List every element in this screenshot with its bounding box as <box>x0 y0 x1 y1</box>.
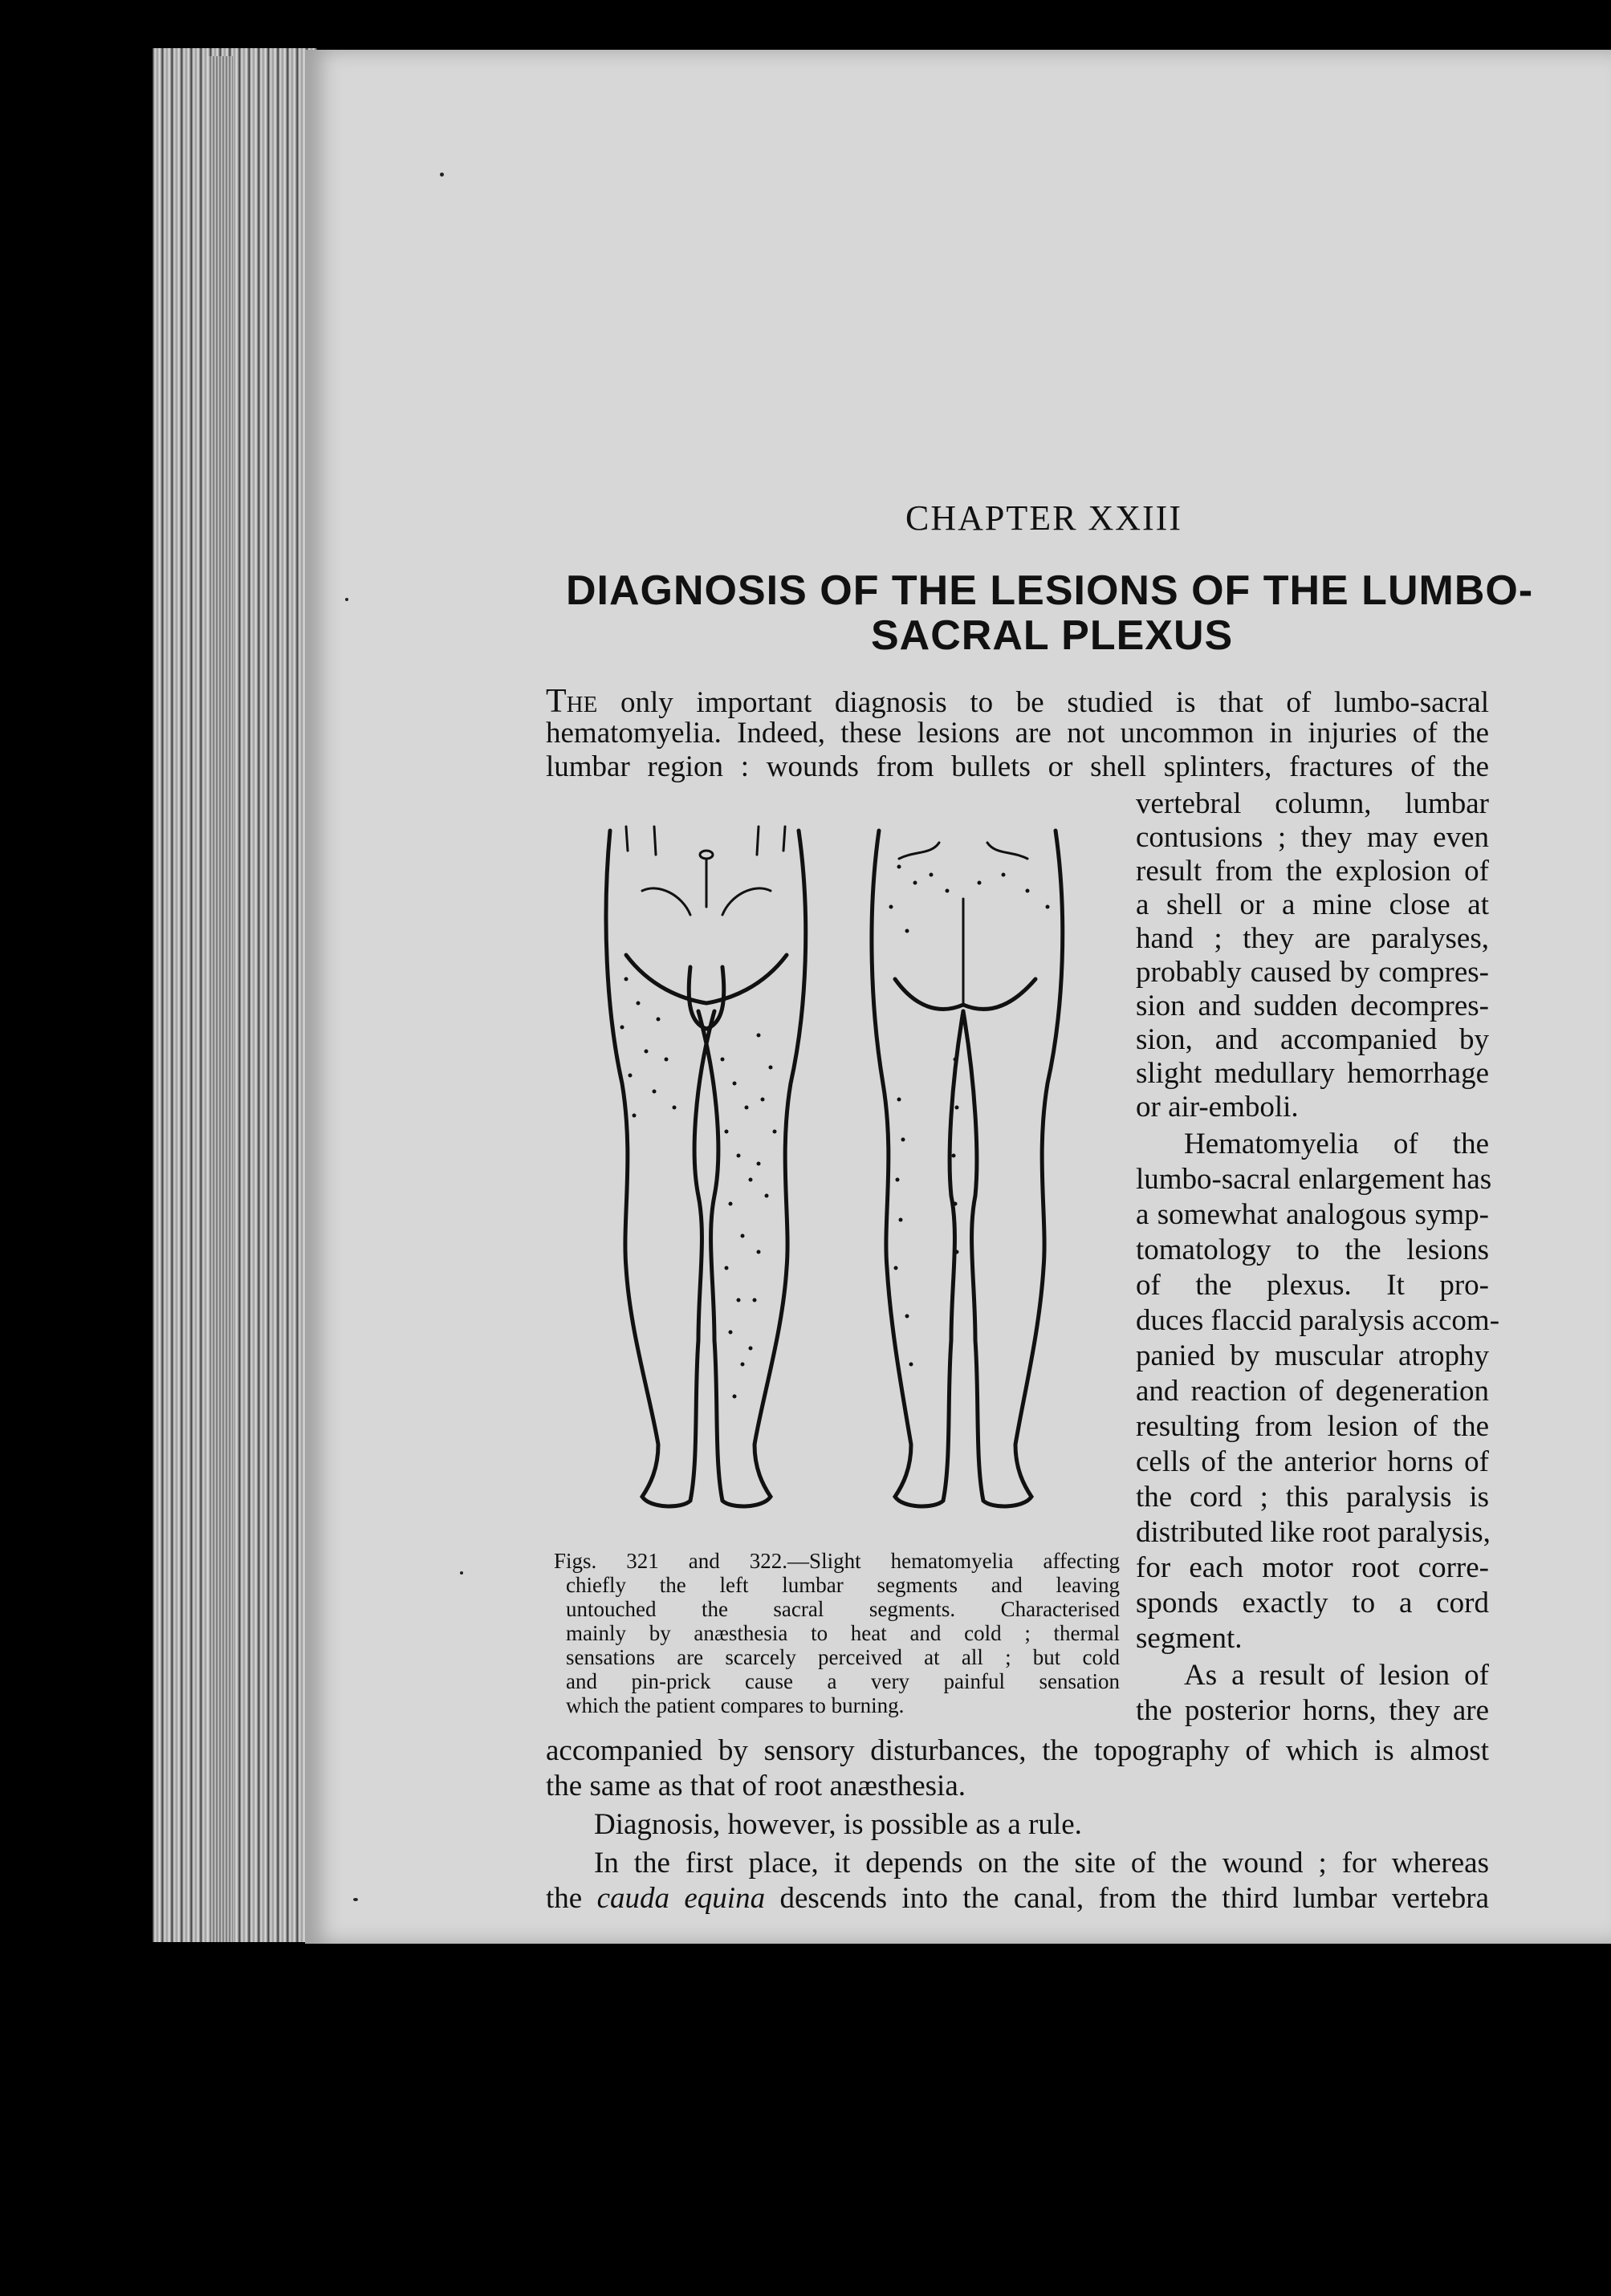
body-line: hand ; they are paralyses, <box>1136 922 1489 955</box>
chapter-title-line-2: SACRAL PLEXUS <box>871 612 1234 659</box>
body-line: resulting from lesion of the <box>1136 1410 1489 1443</box>
body-line: probably caused by compres- <box>1136 956 1489 989</box>
body-line: sion and sudden decompres- <box>1136 990 1489 1022</box>
speck <box>345 598 348 601</box>
body-line <box>546 1881 1489 1916</box>
figure-caption-line: sensations are scarcely perceived at all ; but cold <box>566 1645 1120 1669</box>
speck <box>460 1571 463 1575</box>
figure-caption-line: which the patient compares to burning. <box>566 1693 905 1717</box>
body-line: vertebral column, lumbar <box>1136 787 1489 820</box>
body-line: a somewhat analogous symp- <box>1136 1198 1489 1231</box>
page-edges <box>153 48 317 1942</box>
body-line: result from the explosion of <box>1136 855 1489 888</box>
chapter-number: CHAPTER XXIII <box>905 498 1182 538</box>
figure-caption-line: mainly by anæsthesia to heat and cold ; thermal <box>566 1621 1120 1645</box>
stippling <box>620 865 1050 1399</box>
body-line: In the first place, it depends on the site of the wound ; for whereas <box>594 1847 1489 1879</box>
body-line: Hematomyelia of the <box>1184 1128 1489 1160</box>
body-line: for each motor root corre- <box>1136 1551 1489 1584</box>
figure-caption-line: and pin-prick cause a very painful sensation <box>566 1669 1120 1693</box>
body-line: lumbar region : wounds from bullets or shell splinters, fractures of the <box>546 750 1489 783</box>
body-line: a shell or a mine close at <box>1136 888 1489 921</box>
body-line: slight medullary hemorrhage <box>1136 1057 1489 1090</box>
body-line-text: only important diagnosis to be studied is that of lumbo-sacral <box>620 686 1489 719</box>
body-line: As a result of lesion of <box>1184 1659 1489 1692</box>
body-line: Diagnosis, however, is possible as a rule. <box>594 1808 1082 1841</box>
body-line: lumbo-sacral enlargement has <box>1136 1163 1492 1196</box>
speck <box>440 173 444 177</box>
body-line: the posterior horns, they are <box>1136 1694 1489 1727</box>
body-line: or air-emboli. <box>1136 1091 1299 1124</box>
body-line: and reaction of degeneration <box>1136 1375 1489 1408</box>
body-line: hematomyelia. Indeed, these lesions are not uncommon in injuries of the <box>546 717 1489 750</box>
body-line: sponds exactly to a cord <box>1136 1587 1489 1619</box>
legs-illustration <box>578 819 1092 1541</box>
body-line: accompanied by sensory disturbances, the topography of which is almost <box>546 1734 1489 1767</box>
body-line: of the plexus. It pro- <box>1136 1269 1489 1302</box>
chapter-title-line-1: DIAGNOSIS OF THE LESIONS OF THE LUMBO- <box>566 567 1534 614</box>
page-edges-inner <box>209 56 233 1942</box>
figure-caption-line: Figs. 321 and 322.—Slight hematomyelia affecting <box>554 1549 1120 1573</box>
body-line: distributed like root paralysis, <box>1136 1516 1491 1549</box>
body-line: sion, and accompanied by <box>1136 1023 1489 1056</box>
speck <box>353 1898 358 1901</box>
figure-caption-line: untouched the sacral segments. Characterised <box>566 1597 1120 1621</box>
last-line-rest: descends into the canal, from the third lumbar vertebra <box>779 1882 1490 1915</box>
first-word: The <box>546 683 598 720</box>
body-line: contusions ; they may even <box>1136 821 1489 854</box>
italic-term: cauda equina <box>596 1882 766 1915</box>
body-line <box>546 682 1489 721</box>
figure-caption-line: chiefly the left lumbar segments and leaving <box>566 1573 1120 1597</box>
body-line: the same as that of root anæsthesia. <box>546 1770 966 1802</box>
body-line: tomatology to the lesions <box>1136 1233 1489 1266</box>
body-line: the cord ; this paralysis is <box>1136 1481 1489 1514</box>
body-line: segment. <box>1136 1622 1243 1655</box>
body-line: panied by muscular atrophy <box>1136 1339 1489 1372</box>
body-line: cells of the anterior horns of <box>1136 1445 1489 1478</box>
body-line: duces flaccid paralysis accom- <box>1136 1304 1500 1337</box>
last-line-prefix: the <box>546 1882 583 1915</box>
